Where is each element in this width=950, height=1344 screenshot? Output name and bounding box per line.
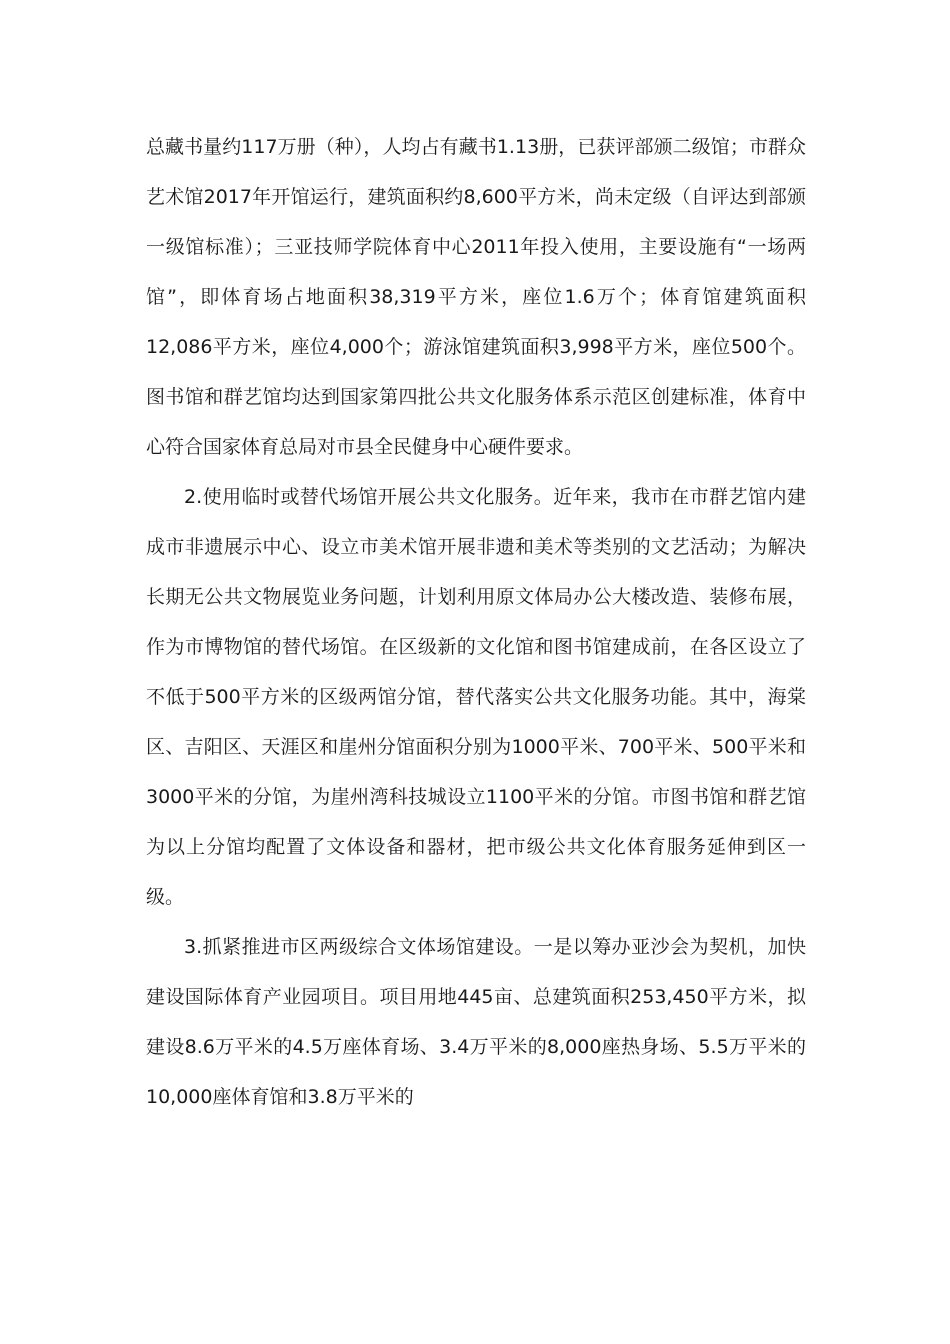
- paragraph-section-3: 3.抓紧推进市区两级综合文体场馆建设。一是以筹办亚沙会为契机，加快建设国际体育产业园项目。项目用地445亩、总建筑面积253,450平方米，拟建设8.6万平米的4.5万座体育场、3.4万平米的8,000座热身场、5.5万平米的10,000座体育馆和3.8万平米的: [146, 936, 806, 1108]
- document-body: [146, 122, 806, 1122]
- paragraph-continued: 总藏书量约117万册（种），人均占有藏书1.13册，已获评部颁二级馆；市群众艺术馆2017年开馆运行，建筑面积约8,600平方米，尚未定级（自评达到部颁一级馆标准）；三亚技师学院体育中心2011年投入使用，主要设施有“一场两馆”，即体育场占地面积38,319平方米，座位1.6万个；体育馆建筑面积12,086平方米，座位4,000个；游泳馆建筑面积3,998平方米，座位500个。图书馆和群艺馆均达到国家第四批公共文化服务体系示范区创建标准，体育中心符合国家体育总局对市县全民健身中心硬件要求。: [146, 136, 806, 458]
- paragraph-section-2: 2.使用临时或替代场馆开展公共文化服务。近年来，我市在市群艺馆内建成市非遗展示中心、设立市美术馆开展非遗和美术等类别的文艺活动；为解决长期无公共文物展览业务问题，计划利用原文体局办公大楼改造、装修布展，作为市博物馆的替代场馆。在区级新的文化馆和图书馆建成前，在各区设立了不低于500平方米的区级两馆分馆，替代落实公共文化服务功能。其中，海棠区、吉阳区、天涯区和崖州分馆面积分别为1000平米、700平米、500平米和3000平米的分馆，为崖州湾科技城设立1100平米的分馆。市图书馆和群艺馆为以上分馆均配置了文体设备和器材，把市级公共文化体育服务延伸到区一级。: [146, 486, 806, 908]
